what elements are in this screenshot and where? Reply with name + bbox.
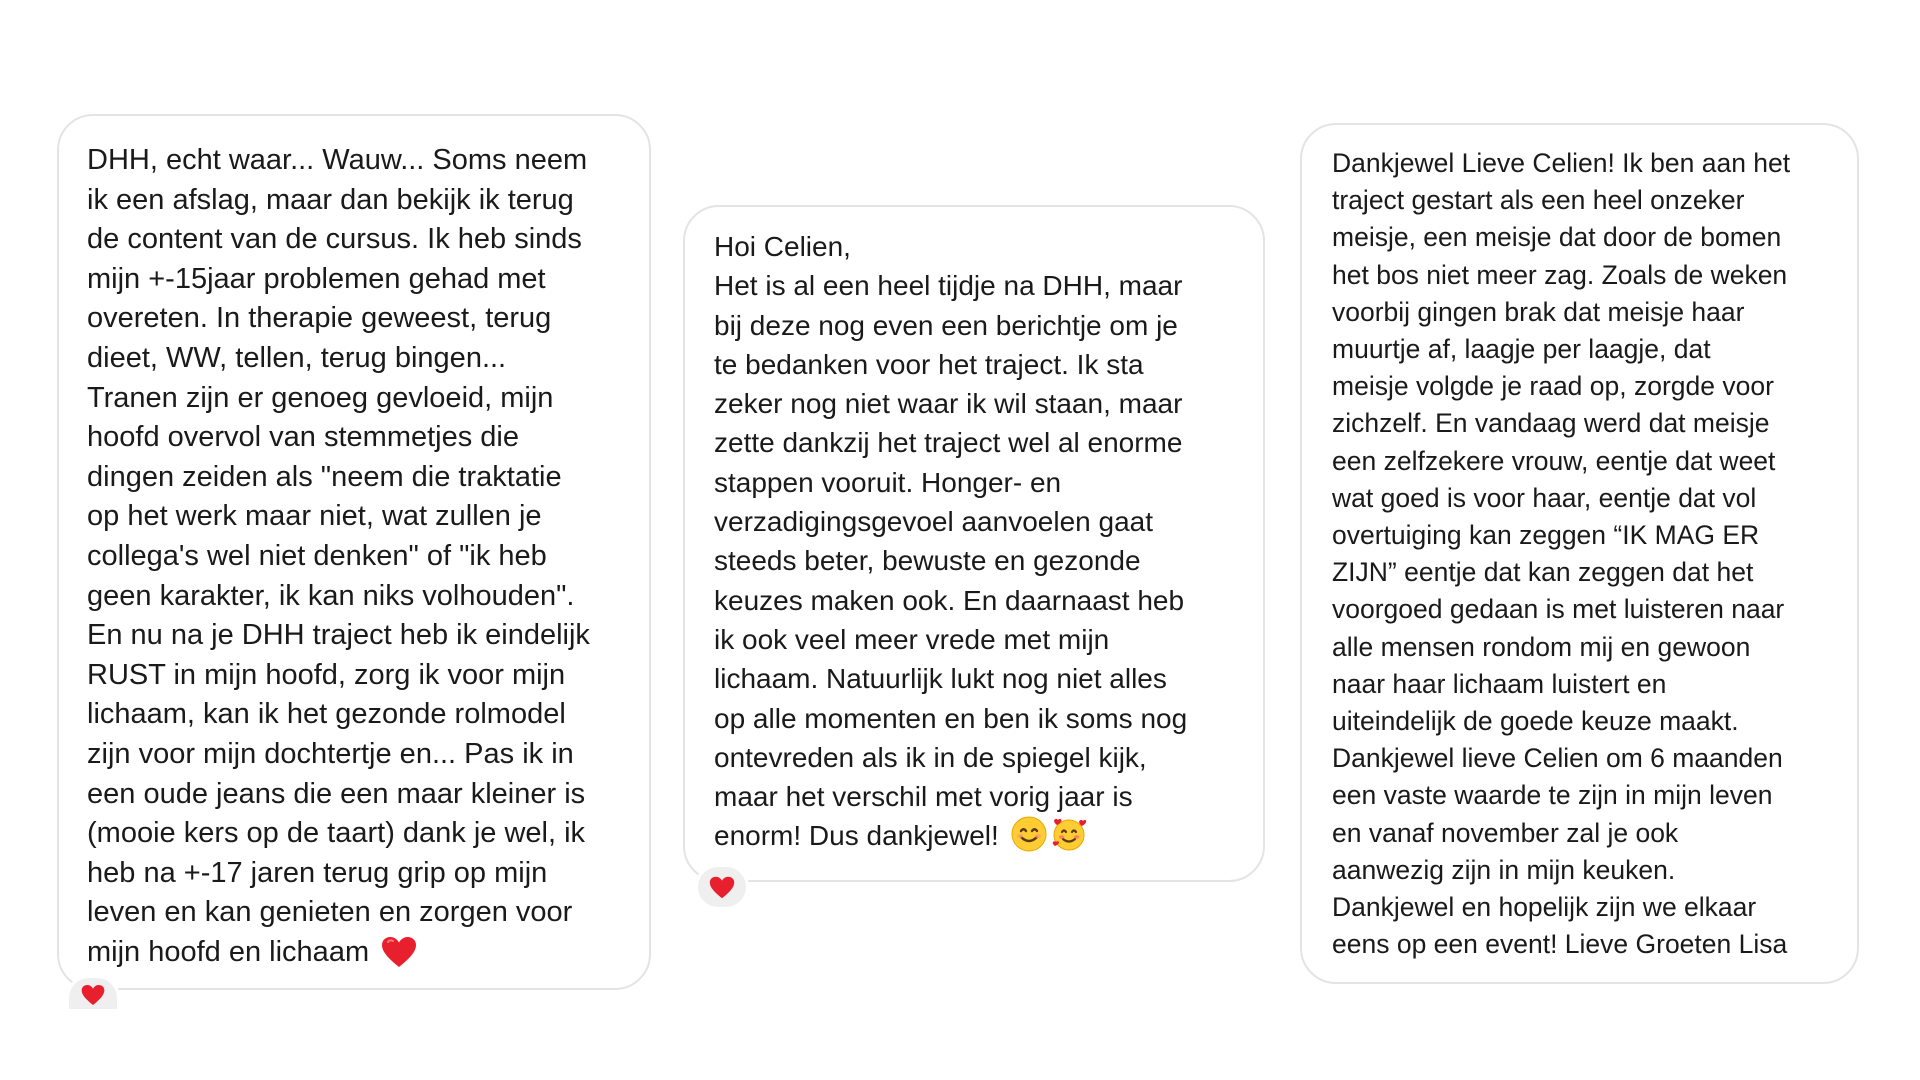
message-bubble-3[interactable]	[1300, 123, 1859, 984]
heart-reaction-icon	[81, 984, 105, 1006]
smiling-face-icon	[1011, 816, 1047, 852]
message-text-2	[714, 227, 1245, 856]
message-bubble-1[interactable]	[57, 114, 651, 990]
heart-reaction-icon	[709, 876, 735, 899]
message-text-2-body: Hoi Celien, Het is al een heel tijdje na DHH, maar bij deze nog even een berichtje om je te bedanken voor het traject. Ik sta zeker nog niet waar ik wil staan, maar zette dankzij het traject wel al enorme stappen vooruit. Honger- en verzadigingsgevoel aanvoelen gaat steeds beter, bewuste en gezonde keuzes maken ook. En daarnaast heb ik ook veel meer vrede met mijn lichaam. Natuurlijk lukt nog niet alles op alle momenten en ben ik soms nog ontevreden als ik in de spiegel kijk, maar het verschil met vorig jaar is enorm! Dus dankjewel!	[714, 231, 1188, 852]
reaction-badge-1[interactable]	[66, 975, 120, 1009]
reaction-badge-2[interactable]	[695, 864, 749, 910]
message-text-1	[87, 141, 629, 972]
message-text-3: Dankjewel Lieve Celien! Ik ben aan het traject gestart als een heel onzeker meisje, een meisje dat door de bomen het bos niet meer zag. Zoals de weken voorbij gingen brak dat meisje haar muurtje af, laagje per laagje, dat meisje volgde je raad op, zorgde voor zichzelf. En vandaag werd dat meisje een zelfzekere vrouw, eentje dat weet wat goed is voor haar, eentje dat vol overtuiging kan zeggen “IK MAG ER ZIJN” eentje dat kan zeggen dat het voorgoed gedaan is met luisteren naar alle mensen rondom mij en gewoon naar haar lichaam luistert en uiteindelijk de goede keuze maakt. Dankjewel lieve Celien om 6 maanden een vaste waarde te zijn in mijn leven en vanaf november zal je ook aanwezig zijn in mijn keuken. Dankjewel en hopelijk zijn we elkaar eens op een event! Lieve Groeten Lisa	[1332, 148, 1791, 960]
smiling-face-with-hearts-icon	[1051, 816, 1087, 852]
message-bubble-2[interactable]	[683, 205, 1265, 882]
message-text-1-body: DHH, echt waar... Wauw... Soms neem ik een afslag, maar dan bekijk ik terug de content van de cursus. Ik heb sinds mijn +-15jaar problemen gehad met overeten. In therapie geweest, terug dieet, WW, tellen, terug bingen... Tranen zijn er genoeg gevloeid, mijn hoofd overvol van stemmetjes die dingen zeiden als "neem die traktatie op het werk maar niet, wat zullen je collega's wel niet denken" of "ik heb geen karakter, ik kan niks volhouden". En nu na je DHH traject heb ik eindelijk RUST in mijn hoofd, zorg ik voor mijn lichaam, kan ik het gezonde rolmodel zijn voor mijn dochtertje en... Pas ik in een oude jeans die een maar kleiner is (mooie kers op de taart) dank je wel, ik heb na +-17 jaren terug grip op mijn leven en kan genieten en zorgen voor mijn hoofd en lichaam	[87, 144, 590, 968]
red-heart-icon	[381, 936, 417, 968]
